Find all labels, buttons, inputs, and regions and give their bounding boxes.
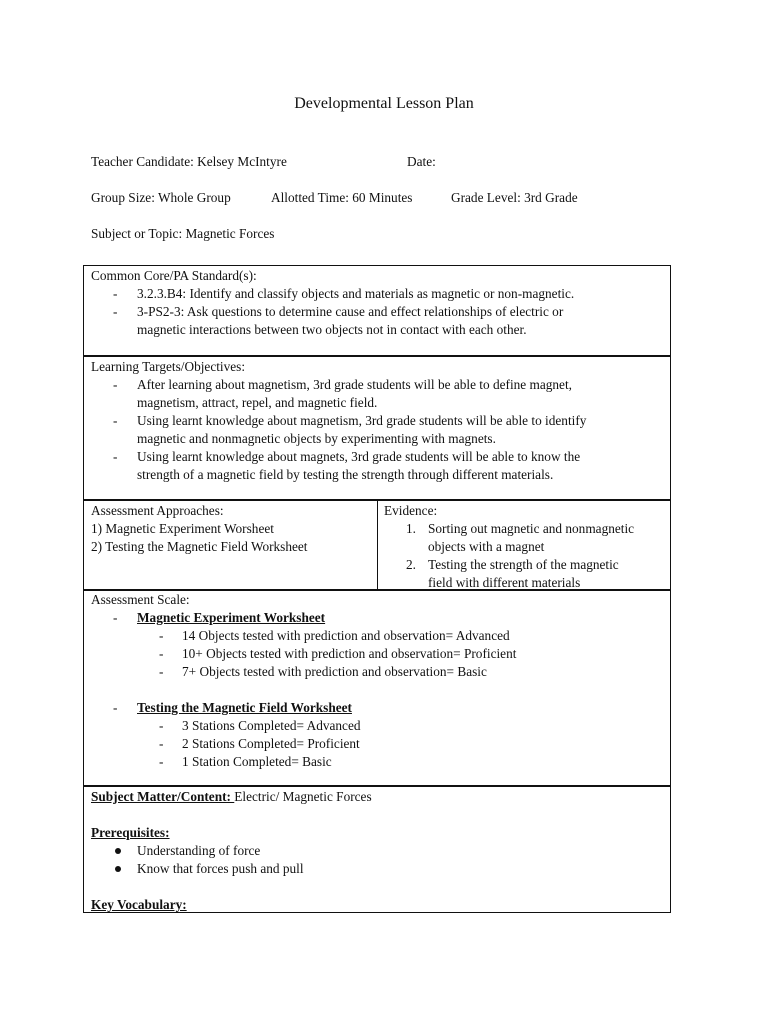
objective-line: After learning about magnetism, 3rd grade students will be able to define magnet, <box>137 377 572 392</box>
scale-item: 14 Objects tested with prediction and observation= Advanced <box>182 628 510 643</box>
document-title: Developmental Lesson Plan <box>294 95 474 112</box>
subject-topic: Subject or Topic: Magnetic Forces <box>91 226 275 241</box>
allotted-time: Allotted Time: 60 Minutes <box>271 190 413 205</box>
evidence-line: Sorting out magnetic and nonmagnetic <box>428 521 635 536</box>
row-divider <box>84 355 670 357</box>
date-label: Date: <box>407 154 436 169</box>
bullet-dot-icon <box>115 866 121 872</box>
teacher-candidate: Teacher Candidate: Kelsey McIntyre <box>91 154 287 169</box>
prerequisites-label: Prerequisites: <box>91 825 170 840</box>
objective-line: strength of a magnetic field by testing the strength through different materials. <box>137 467 554 482</box>
bullet-dash: - <box>113 610 118 625</box>
objectives-heading: Learning Targets/Objectives: <box>91 359 246 374</box>
bullet-dash: - <box>113 449 118 464</box>
objective-line: magnetism, attract, repel, and magnetic field. <box>137 395 378 410</box>
group-size: Group Size: Whole Group <box>91 190 231 205</box>
bullet-dot-icon <box>115 848 121 854</box>
approach-item: 2) Testing the Magnetic Field Worksheet <box>91 539 308 554</box>
scale-item: 3 Stations Completed= Advanced <box>182 718 361 733</box>
bullet-dash: - <box>159 628 164 643</box>
scale-item: 10+ Objects tested with prediction and observation= Proficient <box>182 646 517 661</box>
assessment-scale-cell <box>91 591 666 785</box>
standards-cell <box>91 267 666 355</box>
subject-matter-row <box>91 788 372 806</box>
bullet-dash: - <box>159 664 164 679</box>
approach-item: 1) Magnetic Experiment Worsheet <box>91 521 274 536</box>
worksheet-title: Magnetic Experiment Worksheet <box>137 610 326 625</box>
bullet-dash: - <box>159 754 164 769</box>
standards-heading: Common Core/PA Standard(s): <box>91 268 257 283</box>
objectives-cell <box>91 358 666 494</box>
evidence-heading: Evidence: <box>384 503 438 518</box>
assessment-approaches-cell <box>91 502 371 588</box>
evidence-line: Testing the strength of the magnetic <box>428 557 619 572</box>
content-cell <box>91 788 666 910</box>
column-divider <box>377 501 378 590</box>
prerequisite-item: Understanding of force <box>137 843 261 858</box>
worksheet-title: Testing the Magnetic Field Worksheet <box>137 700 352 715</box>
scale-item: 1 Station Completed= Basic <box>182 754 332 769</box>
objective-line: Using learnt knowledge about magnetism, 3rd grade students will be able to identify <box>137 413 587 428</box>
bullet-dash: - <box>113 286 118 301</box>
bullet-dash: - <box>113 304 118 319</box>
standard-item: 3.2.3.B4: Identify and classify objects and materials as magnetic or non-magnetic. <box>137 286 575 301</box>
bullet-dash: - <box>113 377 118 392</box>
scale-item: 7+ Objects tested with prediction and observation= Basic <box>182 664 487 679</box>
bullet-dash: - <box>159 718 164 733</box>
evidence-number: 2. <box>406 557 416 572</box>
bullet-dash: - <box>159 736 164 751</box>
subject-matter-value: Electric/ Magnetic Forces <box>234 789 372 804</box>
lesson-plan-table <box>83 265 671 913</box>
evidence-line: field with different materials <box>428 575 581 590</box>
row-divider <box>84 785 670 787</box>
key-vocabulary-label: Key Vocabulary: <box>91 897 187 912</box>
objective-line: magnetic and nonmagnetic objects by experimenting with magnets. <box>137 431 496 446</box>
objective-line: Using learnt knowledge about magnets, 3rd grade students will be able to know the <box>137 449 581 464</box>
evidence-line: objects with a magnet <box>428 539 545 554</box>
approaches-heading: Assessment Approaches: <box>91 503 224 518</box>
scale-heading: Assessment Scale: <box>91 592 190 607</box>
standard-item-continued: magnetic interactions between two objects not in contact with each other. <box>137 322 527 337</box>
prerequisite-item: Know that forces push and pull <box>137 861 304 876</box>
scale-item: 2 Stations Completed= Proficient <box>182 736 360 751</box>
subject-matter-label: Subject Matter/Content: <box>91 789 235 804</box>
evidence-cell <box>384 502 668 588</box>
bullet-dash: - <box>159 646 164 661</box>
bullet-dash: - <box>113 700 118 715</box>
evidence-number: 1. <box>406 521 416 536</box>
grade-level: Grade Level: 3rd Grade <box>451 190 578 205</box>
standard-item: 3-PS2-3: Ask questions to determine cause and effect relationships of electric or <box>137 304 564 319</box>
bullet-dash: - <box>113 413 118 428</box>
